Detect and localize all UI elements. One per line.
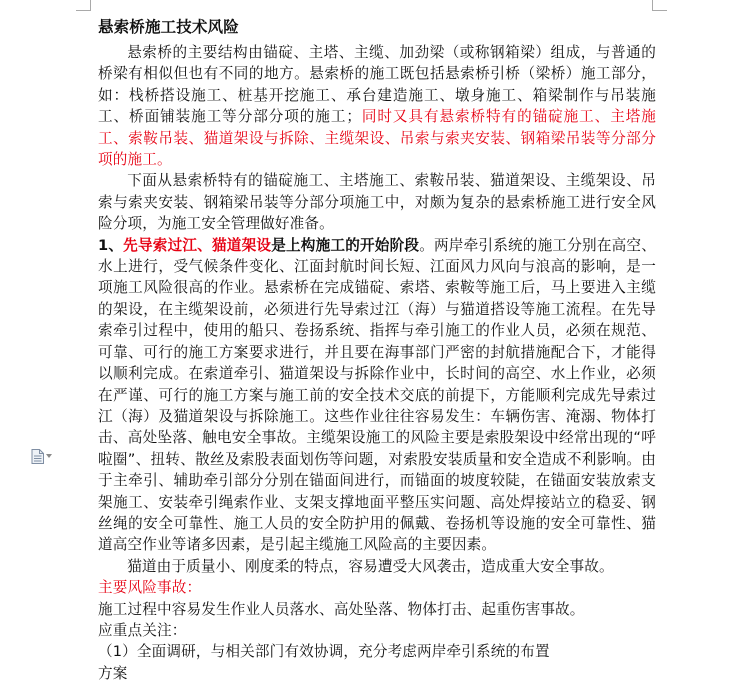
paragraph-overview: 下面从悬索桥特有的锚碇施工、主塔施工、索鞍吊装、猫道架设、主缆架设、吊索与索夹安装、钢箱梁吊装等分部分项施工中，对颇为复杂的悬索桥施工进行安全风险分项，为施工安全管理做好准备。 (98, 172, 656, 233)
document-title: 悬索桥施工技术风险 (98, 18, 239, 36)
document-icon (31, 449, 44, 464)
paragraph-intro (98, 42, 656, 170)
list-item-1: （1）全面调研，与相关部门有效协调，充分考虑两岸牵引系统的布置 (98, 643, 550, 661)
paragraph-risks: 施工过程中容易发生作业人员落水、高处坠落、物体打击、起重伤害事故。 (98, 600, 585, 618)
section-heading: 是上构施工的开始阶段 (271, 236, 420, 254)
intro-highlight: 同时又具有悬索桥特有的锚碇施工、主塔施工、索鞍吊装、猫道架设与拆除、主缆架设、吊索与索夹安装、钢箱梁吊装等分部分项的施工。 (98, 108, 656, 169)
chevron-down-icon (46, 454, 52, 458)
paragraph-catwalk: 猫道由于质量小、刚度柔的特点，容易遭受大风袭击，造成重大安全事故。 (127, 557, 614, 575)
heading-focus: 应重点关注： (98, 621, 187, 639)
document-body (98, 16, 656, 684)
intro-text: 悬索桥的主要结构由锚碇、主塔、主缆、加劲梁（或称钢箱梁）组成，与普通的桥梁有相似但也有不同的地方。悬索桥的施工既包括悬索桥引桥（梁桥）施工部分，如：栈桥搭设施工、桩基开挖施工、承台建造施工、墩身施工、箱梁制作与吊装施工、桥面铺装施工等分部分项的施工； (98, 44, 656, 126)
section-body: 。两岸牵引系统的施工分别在高空、水上进行，受气候条件变化、江面封航时间长短、江面风力风向与浪高的影响，是一项施工风险很高的作业。悬索桥在完成锚碇、索塔、索鞍等施工后，马上要进入主缆的架设，在主缆架设前，必须进行先导索过江（海）与猫道搭设等施工流程。在先导索牵引过程中，使用的船只、卷扬系统、指挥与牵引施工的作业人员，必须在规范、可靠、可行的施工方案要求进行，并且要在海事部门严密的封航措施配合下，才能得以顺利完成。在索道牵引、猫道架设与拆除作业中，长时间的高空、水上作业，必须在严谨、可行的施工方案与施工前的安全技术交底的前提下，方能顺利完成先导索过江（海）及猫道架设与拆除施工。这些作业往往容易发生：车辆伤害、淹溺、物体打击、高处坠落、触电安全事故。主缆架设施工的风险主要是索股架设中经常出现的“呼啦圈”、扭转、散丝及索股表面划伤等问题，对索股安装质量和安全造成不利影响。由于主牵引、辅助牵引部分分别在锚面间进行，而锚面的坡度较陡，在锚面安装放索支架施工、安装牵引绳索作业、支架支撑地面平整压实问题、高处焊接站立的稳妥、钢丝绳的安全可靠性、施工人员的安全防护用的佩戴、卷扬机等设施的安全可靠性、猫道高空作业等诸多因素，是引起主缆施工风险高的主要因素。 (98, 236, 656, 554)
section-heading-red: 先导索过江、猫道架设 (123, 236, 272, 254)
paragraph-section-1 (98, 235, 656, 556)
list-item-1-continued: 方案 (98, 664, 128, 682)
paragraph-options-button[interactable] (31, 448, 53, 464)
heading-main-risks: 主要风险事故： (98, 579, 202, 597)
margin-corner-top-right (652, 0, 667, 11)
section-number: 1、 (98, 236, 124, 254)
margin-corner-top-left (76, 0, 91, 11)
